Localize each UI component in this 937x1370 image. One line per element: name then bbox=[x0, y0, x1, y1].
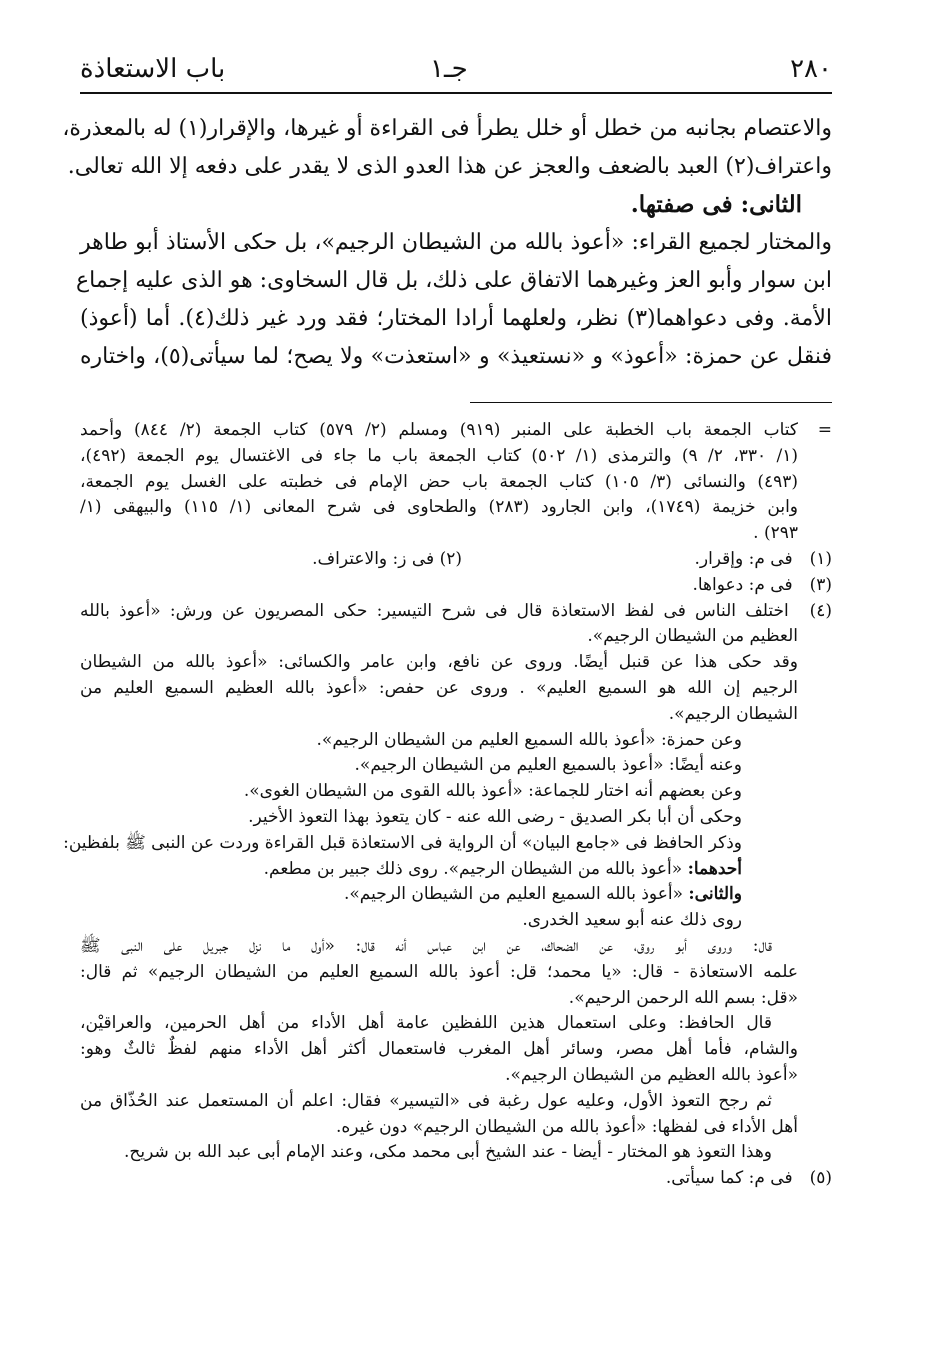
footnote-marker: (٢) bbox=[439, 548, 462, 569]
chapter-title: باب الاستعاذة bbox=[80, 54, 226, 84]
footnote-line: وحكى أن أبا بكر الصديق - رضى الله عنه - كان يتعوذ بهذا التعوذ الأخير. bbox=[248, 806, 742, 827]
footnote-line: (١/ ٣٣٠، ٢/ ٩) والترمذى (١/ ٥٠٢) كتاب الجمعة باب ما جاء فى الاغتسال يوم الجمعة (٤٩٢)، bbox=[80, 445, 798, 466]
footnote-line: وعن حمزة: «أعوذ بالله السميع العليم من الشيطان الرجيم». bbox=[316, 729, 742, 750]
footnote-line: وذكر الحافظ فى «جامع البيان» أن الرواية فى الاستعاذة قبل القراءة وردت عن النبى ﷺ بلفظين: bbox=[63, 832, 742, 853]
footnote-marker: (٥) bbox=[809, 1168, 832, 1189]
main-line: والاعتصام بجانبه من خطل أو خلل يطرأ فى القراءة أو غيرها، والإقرار(١) له بالمعذرة، bbox=[62, 116, 832, 141]
footnote-line: «أعوذ بالله العظيم من الشيطان الرجيم». bbox=[505, 1064, 798, 1085]
footnote-pair bbox=[80, 547, 832, 573]
footnote-marker: (٣) bbox=[809, 574, 832, 595]
main-line: والمختار لجميع القراء: «أعوذ بالله من الشيطان الرجيم»، بل حكى الأستاذ أبو طاهر bbox=[80, 230, 832, 255]
page-header bbox=[80, 48, 832, 94]
footnote-line: وعنه أيضًا: «أعوذ بالسميع العليم من الشيطان الرجيم». bbox=[354, 755, 742, 776]
footnote-line: أهل الأداء فى لفظها: «أعوذ بالله من الشيطان الرجيم» دون غيره. bbox=[336, 1116, 798, 1137]
footnote-text: فى ز: والاعتراف. bbox=[312, 548, 435, 569]
footnote-text: «أعوذ بالله السميع العليم من الشيطان الرجيم». bbox=[343, 884, 689, 905]
footnote-text: «أعوذ بالله من الشيطان الرجيم». روى ذلك جبير بن مطعم. bbox=[263, 858, 688, 879]
footnote-marker: (١) bbox=[809, 548, 832, 569]
main-line: فنقل عن حمزة: «أعوذ» و «نستعيذ» و «استعذت» ولا يصح؛ لما سيأتى(٥)، واختاره bbox=[80, 344, 832, 369]
main-text bbox=[62, 110, 832, 376]
footnote-line: قال الحافظ: وعلى استعمال هذين اللفظين عامة أهل الأداء من أهل الحرمين، والعراقيْن، bbox=[80, 1013, 772, 1034]
section-heading: الثانى: فى صفتها. bbox=[630, 191, 802, 218]
footnote-text: فى م: دعواها. bbox=[692, 574, 793, 595]
main-line: الأمة. وفى دعواهما(٣) نظر، ولعلهما أرادا المختار؛ فقد ورد غير ذلك(٤). أما (أعوذ) bbox=[80, 306, 832, 331]
footnote-line: والشام، فأما أهل مصر، وسائر أهل المغرب فاستعمال أكثر أهل الأداء منهم لفظٌ ثالثٌ وهو: bbox=[80, 1039, 798, 1060]
footnote-line: ثم رجح التعوذ الأول، وعليه عول رغبة فى «التيسير» فقال: اعلم أن المستعمل عند الحُذّاق من bbox=[80, 1090, 772, 1111]
footnote-line: اختلف الناس فى لفظ الاستعاذة قال فى شرح التيسير: حكى المصريون عن ورش: «أعوذ بالله bbox=[80, 600, 789, 621]
footnote-line: علمه الاستعاذة - قال: «يا محمد؛ قل: أعوذ بالله السميع العليم من الشيطان الرجيم» ثم قال: bbox=[80, 961, 798, 982]
footnote-line: (٤٩٣) والنسائى (٣/ ١٠٥) كتاب الجمعة باب حض الإمام فى خطبته على الغسل يوم الجمعة، bbox=[80, 471, 798, 492]
footnote-line: الرجيم إن الله هو السميع العليم» . وروى عن حفص: «أعوذ بالله العظيم السميع العليم من bbox=[80, 677, 798, 698]
footnote-text: فى م: وإقرار. bbox=[694, 548, 793, 569]
footnote-text: فى م: كما سيأتى. bbox=[665, 1168, 793, 1189]
footnote-line: وقد حكى هذا عن قنبل أيضًا. وروى عن نافع، وابن عامر والكسائى: «أعوذ بالله من الشيطان bbox=[80, 652, 798, 673]
page-number: ٢٨٠ bbox=[790, 54, 832, 84]
footnote-line: «قل: بسم الله الرحمن الرحيم». bbox=[568, 987, 798, 1008]
footnote-line: الشيطان الرجيم». bbox=[668, 703, 798, 724]
footnote-line: وعن بعضهم أنه اختار للجماعة: «أعوذ بالله القوى من الشيطان الغوى». bbox=[243, 781, 742, 802]
main-line: ابن سوار وأبو العز وغيرهما الاتفاق على ذلك، بل قال السخاوى: هو الذى عليه إجماع bbox=[76, 268, 832, 293]
footnote-line: العظيم من الشيطان الرجيم». bbox=[587, 626, 798, 647]
footnote-line: كتاب الجمعة باب الخطبة على المنبر (٩١٩) ومسلم (٢/ ٥٧٩) كتاب الجمعة (٢/ ٨٤٤) وأحمد bbox=[80, 420, 798, 440]
volume-label: جـ١ bbox=[430, 54, 468, 84]
footnote-label: أحدهما: bbox=[687, 858, 742, 879]
footnote-line: وهذا التعوذ هو المختار - أيضا - عند الشيخ أبى محمد مكى، وعند الإمام أبى عبد الله بن شريح. bbox=[124, 1142, 772, 1163]
footnote-line: قال: وروى أبو روق، عن الضحاك، عن ابن عباس أنه قال: «أول ما نزل جبريل على النبى ﷺ bbox=[80, 935, 772, 956]
footnote-line: ٢٩٣) . bbox=[753, 523, 798, 544]
main-line: واعتراف(٢) العبد بالضعف والعجز عن هذا العدو الذى لا يقدر على دفعه إلا الله تعالى. bbox=[67, 154, 832, 179]
footnote-line: روى ذلك عنه أبو سعيد الخدرى. bbox=[522, 910, 742, 931]
footnote-separator bbox=[470, 402, 832, 403]
continuation-mark: = bbox=[817, 420, 832, 440]
footnote-line: وابن خزيمة (١٧٤٩)، وابن الجارود (٢٨٣) والطحاوى فى شرح المعانى (١/ ١١٥) والبيهقى (١/ bbox=[80, 497, 799, 518]
footnotes bbox=[63, 418, 832, 1192]
footnote-label: والثانى: bbox=[688, 884, 742, 905]
footnote-marker: (٤) bbox=[809, 600, 832, 621]
